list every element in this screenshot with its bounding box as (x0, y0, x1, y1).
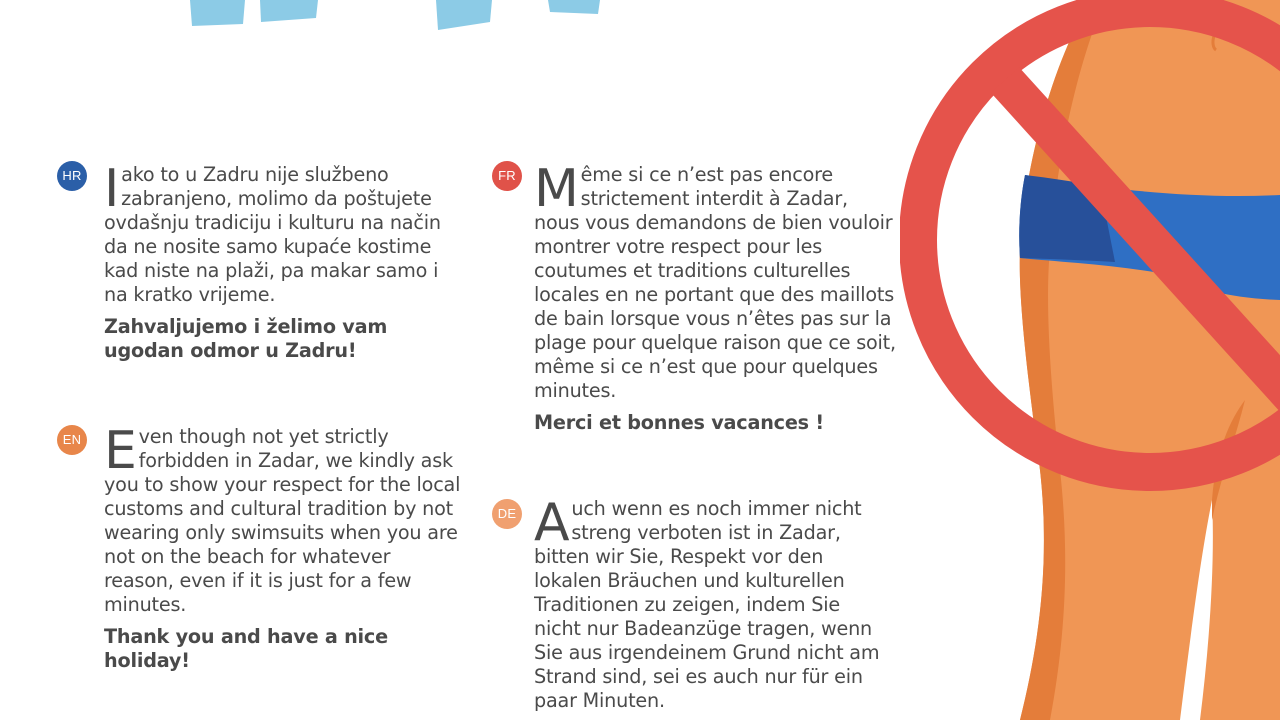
body-text: ako to u Zadru nije službeno zabranjeno, molimo da poštujete ovdašnju tradiciju i kulturu na način da ne nosite samo kupaće kostime kad niste na plaži, pa makar samo i na kratko vrijeme. (104, 163, 441, 306)
paragraph-en (104, 421, 462, 673)
paragraph-hr (104, 159, 456, 363)
language-badge-en: EN (57, 425, 87, 455)
drop-cap: M (534, 159, 579, 219)
paragraph-de (534, 497, 886, 720)
drop-cap: E (104, 421, 137, 481)
language-badge-de: DE (492, 499, 522, 529)
drop-cap: I (104, 159, 120, 219)
thanks-text: Merci et bonnes vacances ! (534, 411, 824, 434)
top-deco-shape (190, 0, 245, 26)
top-deco-shape (436, 0, 492, 30)
drop-cap: A (534, 497, 570, 553)
top-deco-shape (548, 0, 600, 14)
thanks-text: Zahvaljujemo i želimo vam ugodan odmor u Zadru! (104, 315, 388, 362)
top-deco-shape (260, 0, 318, 22)
language-badge-fr: FR (492, 161, 522, 191)
thanks-text: Thank you and have a nice holiday! (104, 625, 388, 672)
language-badge-hr: HR (57, 161, 87, 191)
body-text: uch wenn es noch immer nicht streng verboten ist in Zadar, bitten wir Sie, Respekt vor den lokalen Bräuchen und kulturellen Traditionen zu zeigen, indem Sie nicht nur Badeanzüge tragen, wenn Sie aus irgendeinem Grund nicht am Strand sind, sei es auch nur für ein paar Minuten. (534, 497, 880, 712)
paragraph-fr (534, 159, 896, 435)
no-swimsuit-illustration (900, 0, 1280, 720)
top-decoration (0, 0, 700, 40)
body-text: ême si ce n’est pas encore strictement interdit à Zadar, nous vous demandons de bien vouloir montrer votre respect pour les coutumes et traditions culturelles locales en ne portant que des maillots de bain lorsque vous n’êtes pas sur la plage pour quelque raison que ce soit, même si ce n’est que pour quelques minutes. (534, 163, 896, 402)
body-text: ven though not yet strictly forbidden in Zadar, we kindly ask you to show your respect for the local customs and cultural tradition by not wearing only swimsuits when you are not on the beach for whatever reason, even if it is just for a few minutes. (104, 425, 461, 616)
